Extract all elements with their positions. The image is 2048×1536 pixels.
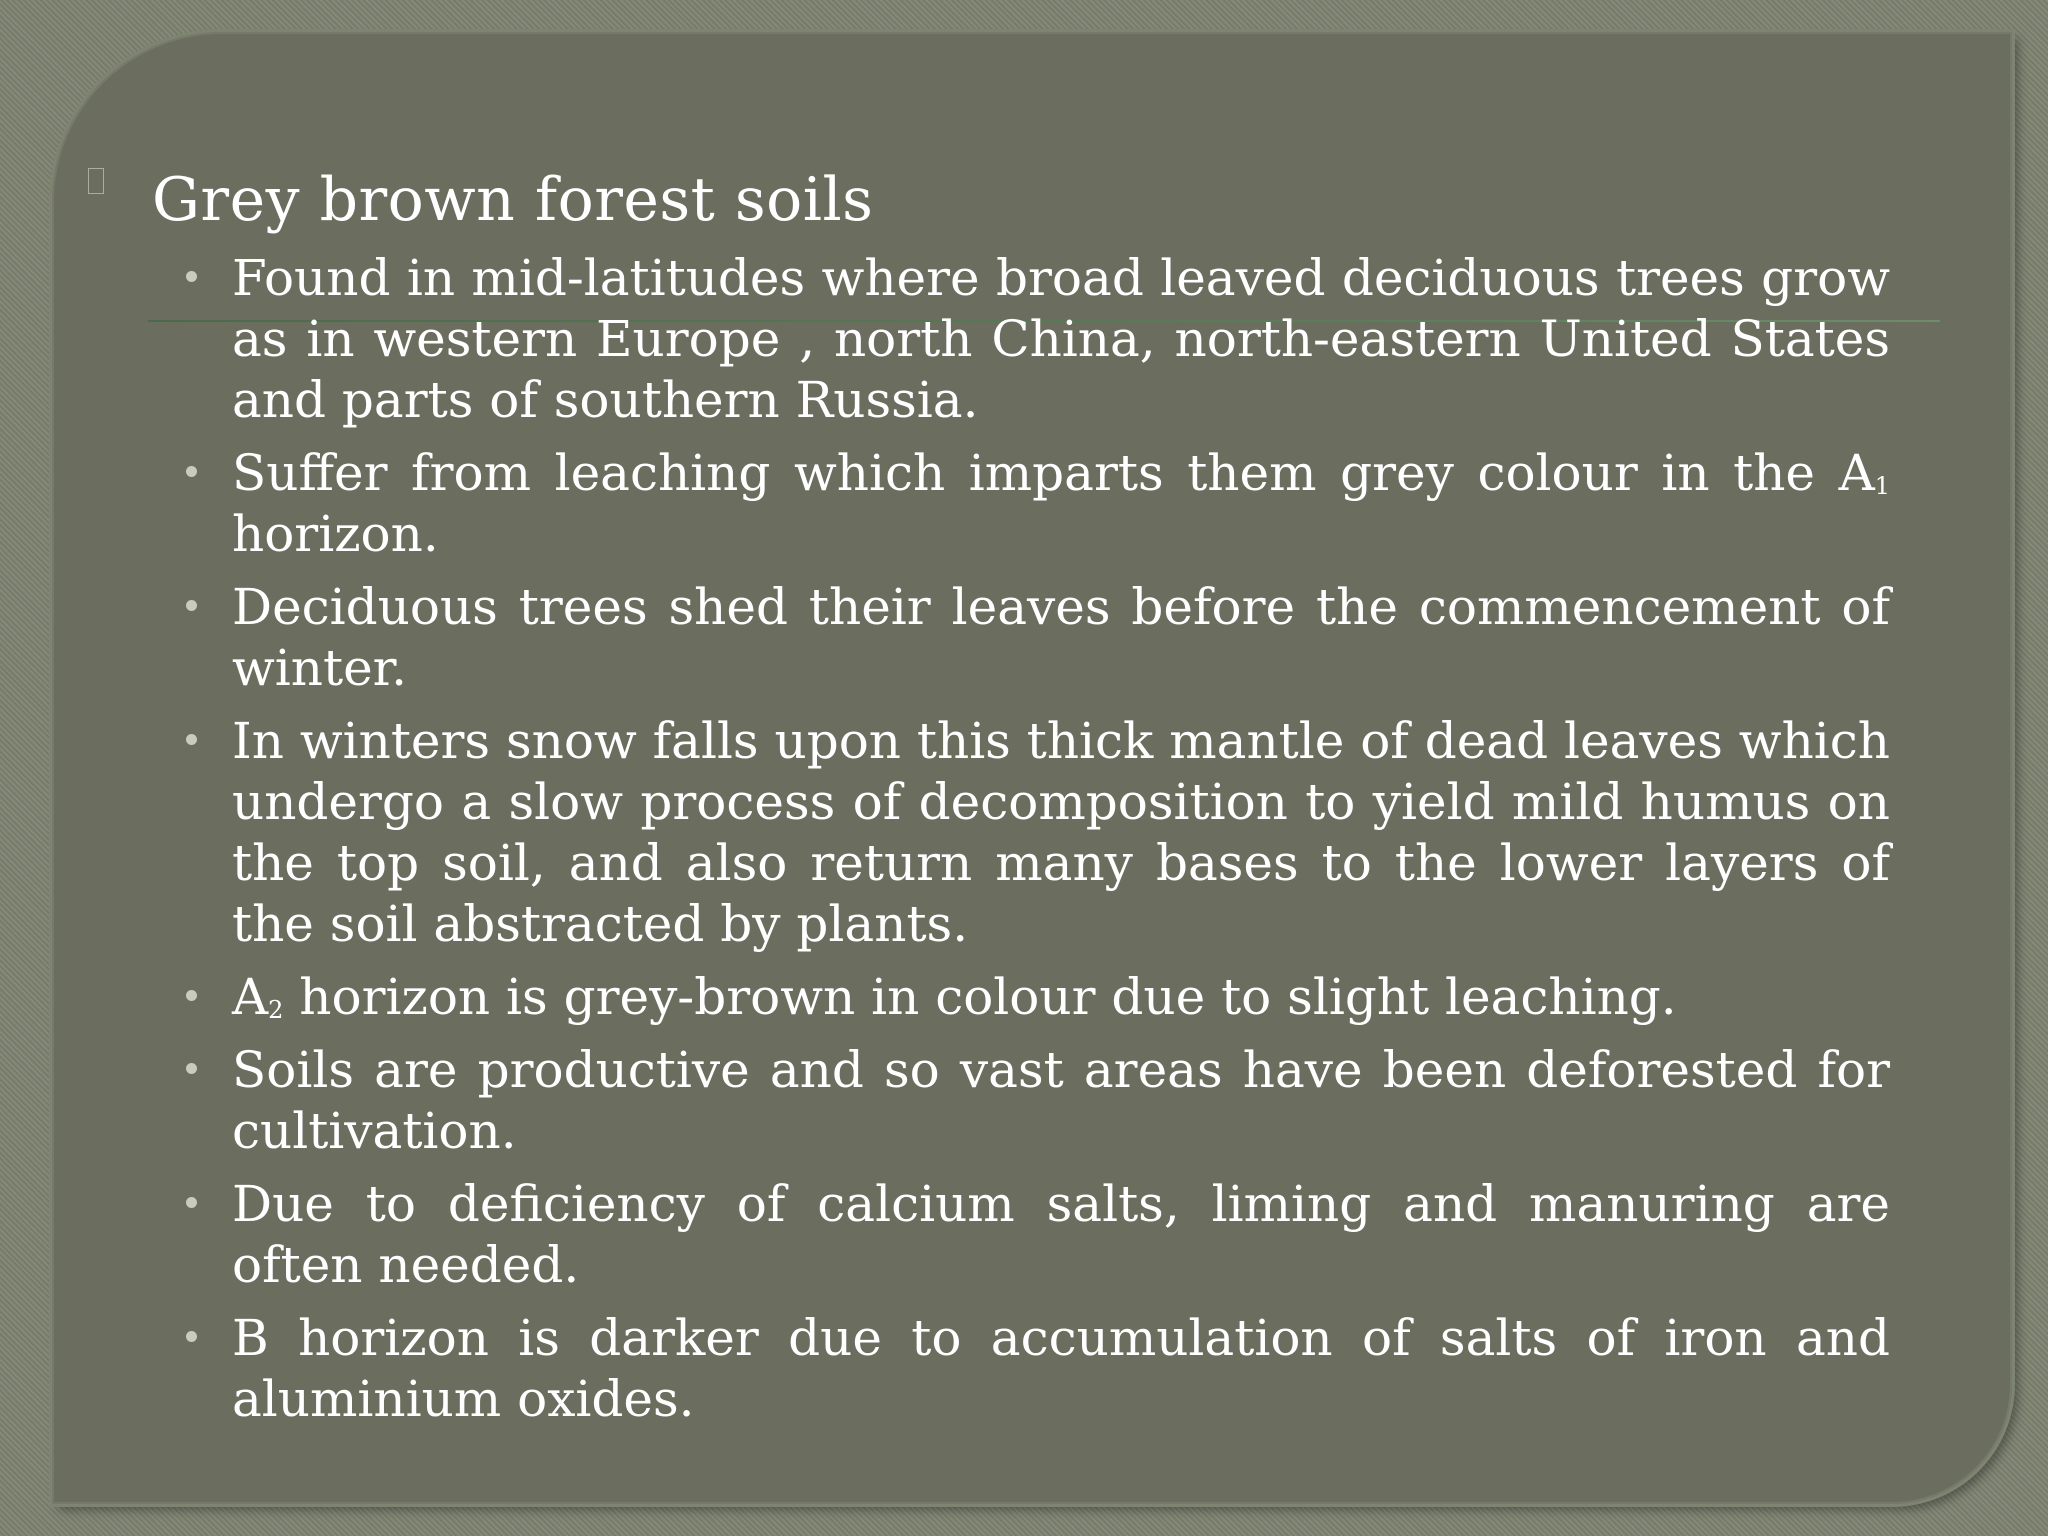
bullet-text: Soils are productive and so vast areas have been deforested for cultivation. bbox=[232, 1041, 1890, 1160]
bullet-text: In winters snow falls upon this thick mantle of dead leaves which undergo a slow process of decomposition to yield mild humus on the top soil, and also return many bases to the lower layers of the soil abstracted by plants. bbox=[232, 712, 1890, 953]
bullet-dot-icon bbox=[186, 271, 197, 282]
bullet-dot-icon bbox=[186, 990, 197, 1001]
bullet-dot-icon bbox=[186, 1331, 197, 1342]
bullet-dot-icon bbox=[186, 734, 197, 745]
bullet-item bbox=[178, 248, 1890, 431]
bullet-dot-icon bbox=[186, 466, 197, 477]
bullet-item bbox=[178, 577, 1890, 699]
bullet-list bbox=[178, 248, 1890, 1442]
bullet-item bbox=[178, 967, 1890, 1028]
bullet-text: Due to deficiency of calcium salts, liming and manuring are often needed. bbox=[232, 1175, 1890, 1294]
bullet-item bbox=[178, 711, 1890, 955]
bullet-item bbox=[178, 1040, 1890, 1162]
heading-row bbox=[88, 160, 873, 240]
bullet-item bbox=[178, 1174, 1890, 1296]
bullet-dot-icon bbox=[186, 1063, 197, 1074]
bullet-text-main: Suffer from leaching which imparts them grey colour in the A bbox=[232, 444, 1875, 502]
bullet-text bbox=[232, 968, 1677, 1026]
heading-bullet-icon bbox=[88, 168, 104, 194]
bullet-text: Found in mid-latitudes where broad leaved deciduous trees grow as in western Europe , north China, north-eastern United States and parts of southern Russia. bbox=[232, 249, 1890, 429]
slide-heading: Grey brown forest soils bbox=[152, 165, 874, 235]
subscript: 1 bbox=[1874, 472, 1890, 500]
bullet-text-after: horizon. bbox=[232, 505, 439, 563]
bullet-item bbox=[178, 1308, 1890, 1430]
bullet-text: B horizon is darker due to accumulation of salts of iron and aluminium oxides. bbox=[232, 1309, 1890, 1428]
subscript: 2 bbox=[268, 996, 284, 1024]
bullet-text-main: A bbox=[232, 968, 269, 1026]
bullet-text bbox=[232, 444, 1890, 563]
bullet-dot-icon bbox=[186, 600, 197, 611]
bullet-text: Deciduous trees shed their leaves before the commencement of winter. bbox=[232, 578, 1890, 697]
bullet-item bbox=[178, 443, 1890, 565]
bullet-dot-icon bbox=[186, 1197, 197, 1208]
bullet-text-after: horizon is grey-brown in colour due to slight leaching. bbox=[283, 968, 1677, 1026]
